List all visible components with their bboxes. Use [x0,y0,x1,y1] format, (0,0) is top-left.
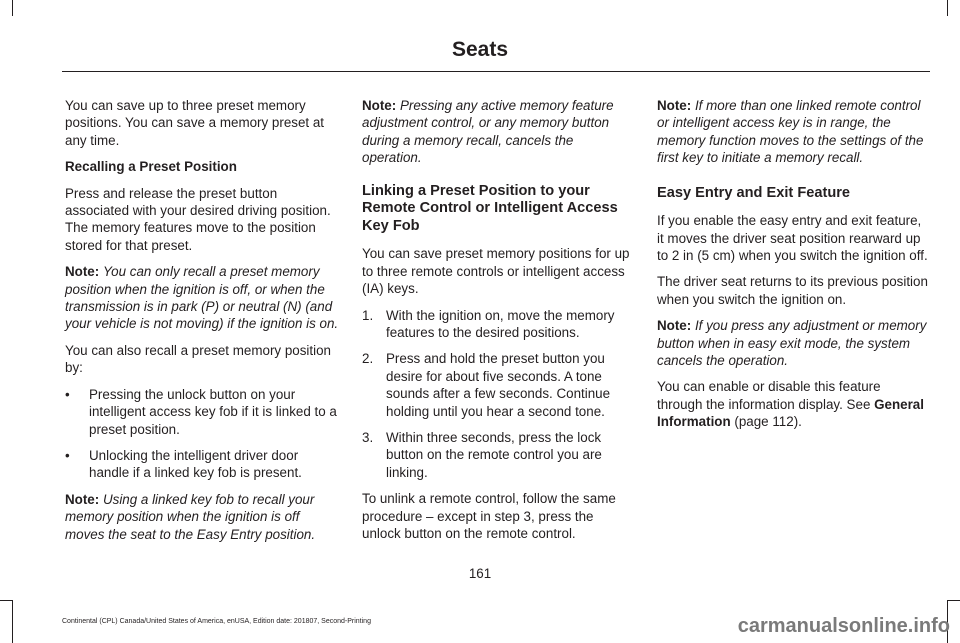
bullet-marker: • [65,447,70,463]
easy-entry-paragraph: If you enable the easy entry and exit feature, it moves the driver seat position rearward up to 2 in (5 cm) when you switch the ignition off. [657,213,928,264]
note-label: Note: [362,98,397,113]
general-information-link[interactable]: General Information [657,396,924,430]
section-heading-recall: Recalling a Preset Position [65,159,237,175]
list-item [362,429,632,481]
note-text: Pressing any active memory feature adjustment control, or any memory button during a memory recall, cancels the operation. [362,98,614,166]
list-item [65,447,340,482]
column-right [657,97,929,440]
list-item [362,307,632,342]
note-label: Note: [65,264,100,280]
section-heading-easy-entry: Easy Entry and Exit Feature [657,184,851,201]
note-text: Using a linked key fob to recall your memory position when the ignition is off moves the seat to the Easy Entry position. [65,491,316,542]
note-linked-key-fob [65,491,340,543]
page-number: 161 [468,566,492,581]
edition-footer: Continental (CPL) Canada/United States of America, enUSA, Edition date: 201807, Second-Printing [62,618,371,625]
note-label: Note: [65,491,100,507]
step-text: Within three seconds, press the lock button on the remote control you are linking. [386,430,602,480]
page-title: Seats [451,38,509,61]
crop-mark-top-right [947,0,948,16]
note-label: Note: [657,98,692,113]
crop-mark-bottom-left [12,600,13,643]
bullet-text: Pressing the unlock button on your intelligent access key fob if it is linked to a preset position. [89,386,337,437]
note-easy-exit [657,317,929,369]
recall-paragraph: Press and release the preset button associated with your desired driving position. The memory features move to the position stored for that preset. [65,185,331,253]
watermark: carmanualsonline.info [737,615,950,637]
column-left [65,97,340,552]
note-cancel [362,97,632,167]
note-label: Note: [657,318,692,334]
page-reference: (page 112). [730,414,802,430]
recall-by-paragraph: You can also recall a preset memory position by: [65,342,331,376]
note-text: You can only recall a preset memory position when the ignition is off, or when the transmission is in park (P) or neutral (N) (and your vehicle is not moving) if the ignition is on. [65,264,339,332]
linking-intro: You can save preset memory positions for up to three remote controls or intelligent access (IA) keys. [362,246,630,297]
step-number: 3. [362,430,374,446]
list-item [65,386,340,438]
column-middle [362,97,632,552]
header-divider [62,71,930,72]
unlink-paragraph: To unlink a remote control, follow the same procedure – except in step 3, press the unlock button on the remote control. [362,491,616,542]
step-number: 2. [362,351,374,367]
note-text: If more than one linked remote control or intelligent access key is in range, the memory function moves to the settings of the first key to initiate a memory recall. [657,98,924,166]
step-number: 1. [362,307,374,323]
step-text: Press and hold the preset button you desire for about five seconds. A tone sounds after a few seconds. Continue holding until you hear a second tone. [386,351,611,419]
note-text: If you press any adjustment or memory button when in easy exit mode, the system cancels the operation. [657,318,927,369]
seat-return-paragraph: The driver seat returns to its previous position when you switch the ignition on. [657,274,928,307]
crop-mark-bottom-left-h [0,600,12,601]
crop-mark-bottom-right-h [947,600,960,601]
section-heading-linking: Linking a Preset Position to your Remote Control or Intelligent Access Key Fob [362,182,618,234]
bullet-marker: • [65,386,70,402]
list-item [362,350,632,420]
note-multiple-keys [657,97,929,167]
step-text: With the ignition on, move the memory features to the desired positions. [386,307,615,341]
bullet-text: Unlocking the intelligent driver door handle if a linked key fob is present. [89,447,302,481]
crop-mark-top-left [12,0,13,16]
enable-text: You can enable or disable this feature through the information display. See [657,379,881,412]
enable-disable-paragraph [657,378,929,430]
intro-paragraph: You can save up to three preset memory positions. You can save a memory preset at any time. [65,98,325,148]
note-recall [65,263,340,333]
